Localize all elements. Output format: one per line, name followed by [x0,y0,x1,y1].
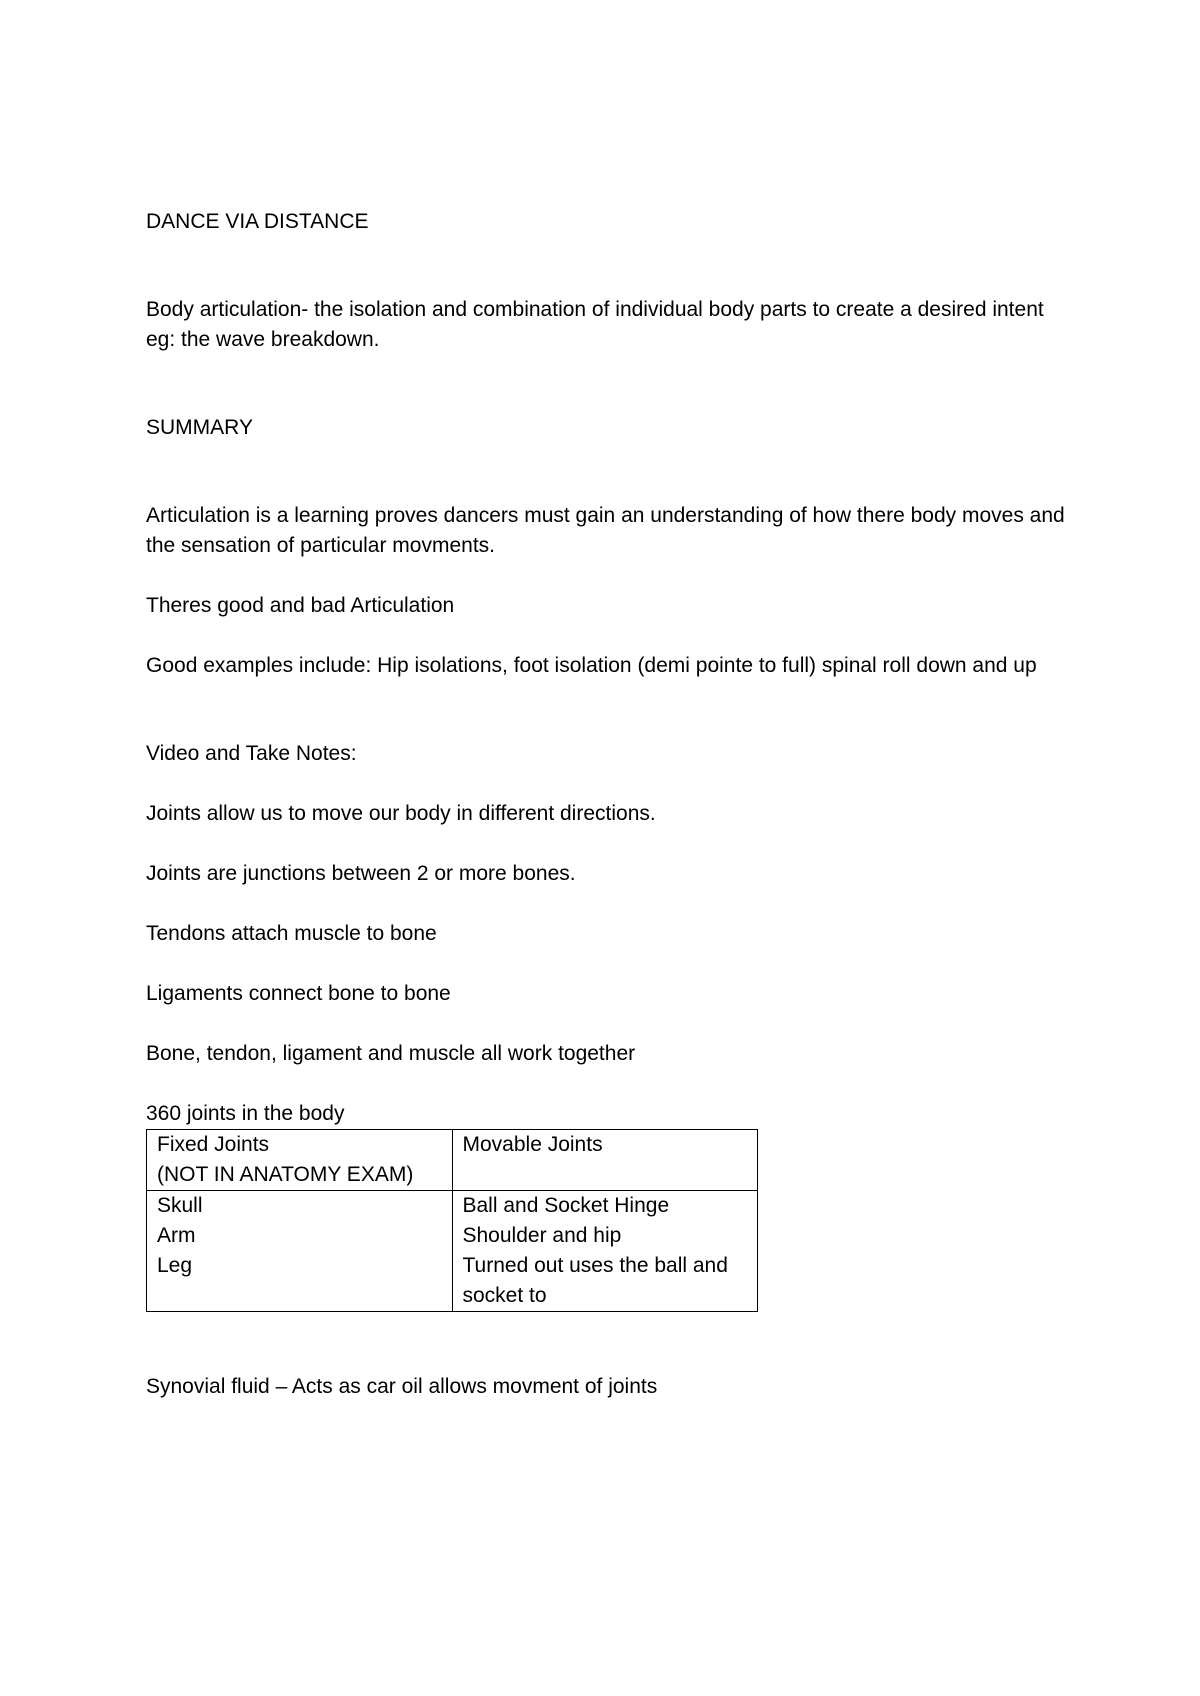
note-line: Joints are junctions between 2 or more bones. [146,862,576,885]
movable-joint-item: Turned out uses the ball and socket to [462,1254,728,1307]
movable-joint-item: Ball and Socket Hinge [462,1194,670,1217]
note-line: Bone, tendon, ligament and muscle all work together [146,1042,636,1065]
fixed-joint-item: Leg [157,1254,193,1277]
joints-table [146,1129,758,1312]
synovial-fluid-line: Synovial fluid – Acts as car oil allows movment of joints [146,1375,658,1398]
good-examples-paragraph: Good examples include: Hip isolations, foot isolation (demi pointe to full) spinal roll down and up [146,654,1037,677]
note-line: Tendons attach muscle to bone [146,922,437,945]
movable-joints-header [452,1130,758,1191]
note-line: Joints allow us to move our body in different directions. [146,802,656,825]
movable-joints-label: Movable Joints [462,1133,603,1156]
good-bad-line: Theres good and bad Articulation [146,594,455,617]
document-title: DANCE VIA DISTANCE [146,210,369,233]
fixed-joints-label: Fixed Joints [157,1133,270,1156]
video-notes-heading: Video and Take Notes: [146,742,357,765]
movable-joints-cell [452,1191,758,1312]
fixed-joint-item: Skull [157,1194,203,1217]
note-line: Ligaments connect bone to bone [146,982,451,1005]
movable-joint-item: Shoulder and hip [462,1224,622,1247]
fixed-joints-cell [147,1191,453,1312]
definition-paragraph: Body articulation- the isolation and combination of individual body parts to create a desired intent eg: the wave breakdown. [146,298,1050,351]
table-row [147,1191,758,1312]
table-header-row [147,1130,758,1191]
summary-paragraph: Articulation is a learning proves dancers must gain an understanding of how there body moves and the sensation of particular movments. [146,504,1071,557]
joints-count-line: 360 joints in the body [146,1102,345,1125]
fixed-joints-header [147,1130,453,1191]
fixed-joint-item: Arm [157,1224,196,1247]
fixed-joints-note: (NOT IN ANATOMY EXAM) [157,1163,414,1186]
summary-heading: SUMMARY [146,416,253,439]
document-body [146,207,1076,1402]
